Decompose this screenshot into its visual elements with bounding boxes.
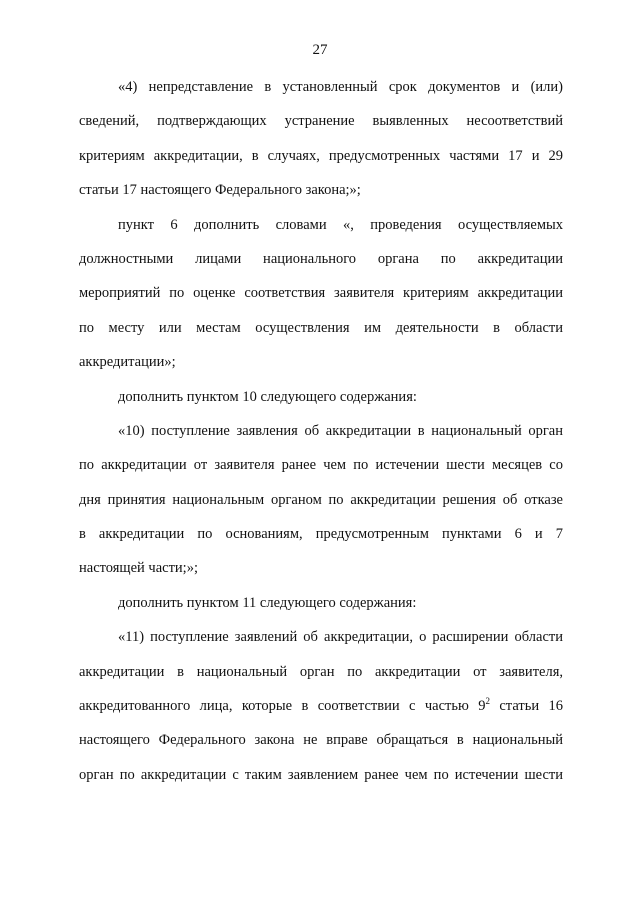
line-text: мероприятий по оценке соответствия заявителя критериям аккредитации: [79, 285, 563, 302]
page-number: 27: [312, 42, 328, 58]
line-text: дополнить пунктом 10 следующего содержания:: [118, 388, 417, 405]
text-line: [79, 345, 563, 379]
line-text: статьи 17 настоящего Федерального закона;»;: [79, 182, 361, 199]
text-line: [79, 483, 563, 517]
text-line: [79, 414, 563, 448]
text-line: [79, 448, 563, 482]
text-line: [79, 655, 563, 689]
text-line: [79, 311, 563, 345]
text-line: [79, 551, 563, 585]
line-text: настоящей части;»;: [79, 560, 198, 577]
text-line: [79, 517, 563, 551]
text-line: [79, 276, 563, 310]
line-text: дня принятия национальным органом по аккредитации решения об отказе: [79, 491, 563, 508]
text-line: [79, 208, 563, 242]
text-line: [79, 380, 563, 414]
text-line: [79, 139, 563, 173]
text-line: [79, 173, 563, 207]
superscript: 2: [485, 696, 490, 707]
line-text: настоящего Федерального закона не вправе обращаться в национальный: [79, 732, 563, 749]
line-text: критериям аккредитации, в случаях, предусмотренных частями 17 и 29: [79, 147, 563, 164]
line-text: «10) поступление заявления об аккредитации в национальный орган: [118, 422, 563, 439]
text-line: [79, 758, 563, 792]
line-text: в аккредитации по основаниям, предусмотренным пунктами 6 и 7: [79, 526, 563, 543]
text-line: [79, 586, 563, 620]
line-text: аккредитованного лица, которые в соответствии с частью 9: [79, 698, 486, 715]
line-text: аккредитации в национальный орган по аккредитации от заявителя,: [79, 663, 563, 680]
text-line: [79, 620, 563, 654]
text-line: [79, 242, 563, 276]
text-line: [79, 723, 563, 757]
line-text: «11) поступление заявлений об аккредитации, о расширении области: [118, 629, 563, 646]
text-line: [79, 689, 563, 723]
document-body: [79, 70, 563, 792]
text-line: [79, 104, 563, 138]
line-text: по аккредитации от заявителя ранее чем по истечении шести месяцев со: [79, 457, 563, 474]
line-text: пункт 6 дополнить словами «, проведения осуществляемых: [118, 216, 563, 233]
line-text: по месту или местам осуществления им деятельности в области: [79, 319, 563, 336]
line-text: орган по аккредитации с таким заявлением ранее чем по истечении шести: [79, 766, 563, 783]
text-line: [79, 70, 563, 104]
line-text: аккредитации»;: [79, 354, 176, 371]
line-text-continued: статьи 16: [489, 698, 563, 715]
line-text: должностными лицами национального органа по аккредитации: [79, 250, 563, 267]
line-text: «4) непредставление в установленный срок документов и (или): [118, 79, 563, 95]
line-text: сведений, подтверждающих устранение выявленных несоответствий: [79, 113, 563, 130]
line-text: дополнить пунктом 11 следующего содержания:: [118, 594, 417, 611]
